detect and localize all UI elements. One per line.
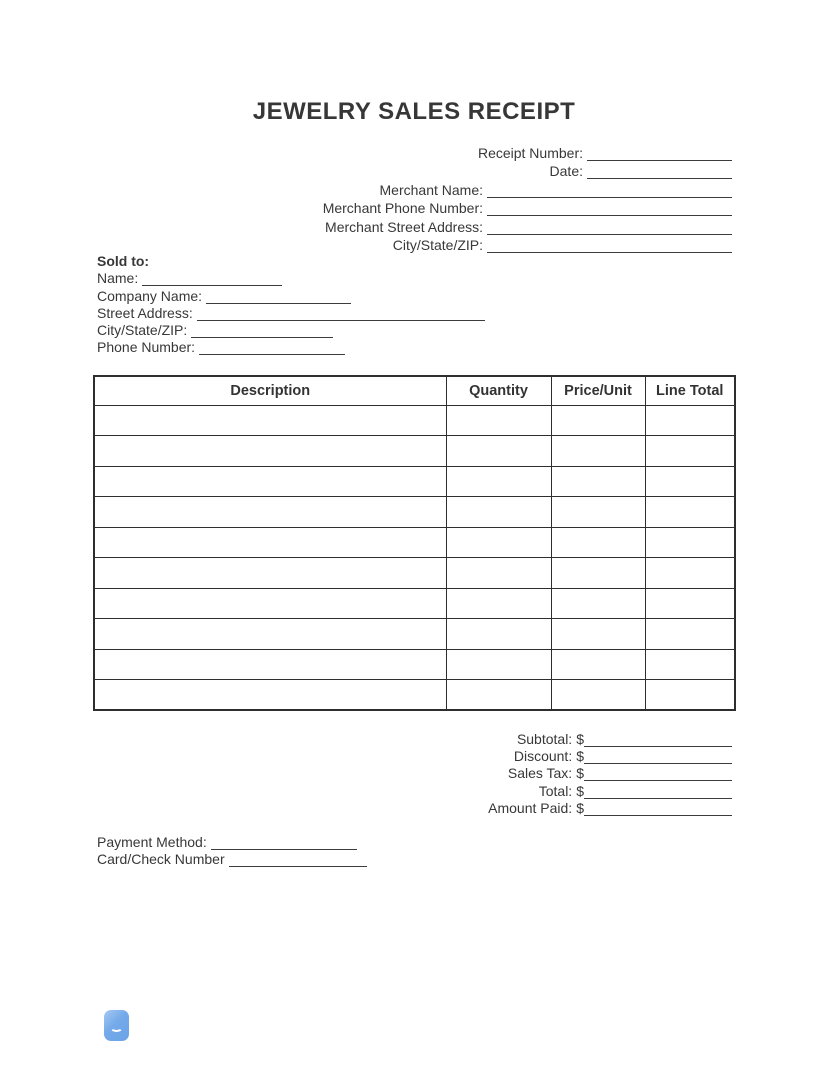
amount-paid-currency: $: [576, 799, 584, 816]
item-cell[interactable]: [551, 466, 645, 497]
merchant-city-state-zip-field: [323, 236, 732, 254]
item-cell[interactable]: [94, 649, 446, 680]
card-check-number-label: Card/Check Number: [97, 851, 225, 868]
item-cell[interactable]: [94, 588, 446, 619]
smile-icon: [110, 1023, 123, 1032]
item-cell[interactable]: [551, 588, 645, 619]
item-cell[interactable]: [94, 466, 446, 497]
item-cell[interactable]: [446, 405, 551, 436]
item-cell[interactable]: [645, 680, 735, 711]
item-row: [94, 680, 735, 711]
sold-to-street-label: Street Address:: [97, 304, 193, 321]
card-check-number-line[interactable]: [229, 852, 367, 867]
merchant-phone-line[interactable]: [487, 201, 732, 216]
discount-field: [488, 748, 732, 765]
sold-to-street-line[interactable]: [197, 306, 485, 321]
item-cell[interactable]: [446, 619, 551, 650]
item-cell[interactable]: [551, 405, 645, 436]
sold-to-name-field: [97, 270, 485, 287]
item-cell[interactable]: [551, 680, 645, 711]
total-field: [488, 783, 732, 800]
sold-to-phone-line[interactable]: [199, 340, 345, 355]
item-cell[interactable]: [645, 588, 735, 619]
items-table: [93, 375, 736, 711]
item-row: [94, 527, 735, 558]
item-cell[interactable]: [94, 558, 446, 589]
sold-to-city-state-zip-line[interactable]: [191, 323, 333, 338]
sales-tax-label: Sales Tax:: [507, 765, 573, 782]
merchant-name-label: Merchant Name:: [379, 181, 483, 198]
total-label: Total:: [538, 782, 573, 799]
merchant-name-line[interactable]: [487, 183, 732, 198]
total-line[interactable]: [584, 784, 732, 799]
sales-tax-field: [488, 765, 732, 782]
item-cell[interactable]: [446, 497, 551, 528]
date-field: [323, 162, 732, 180]
sold-to-company-line[interactable]: [206, 289, 351, 304]
items-column-header: Description: [94, 376, 446, 405]
amount-paid-line[interactable]: [584, 801, 732, 816]
subtotal-field: [488, 731, 732, 748]
date-label: Date:: [549, 163, 583, 180]
sold-to-company-field: [97, 288, 485, 305]
item-cell[interactable]: [446, 588, 551, 619]
sold-to-company-label: Company Name:: [97, 287, 203, 304]
merchant-street-label: Merchant Street Address:: [325, 218, 483, 235]
item-cell[interactable]: [446, 680, 551, 711]
items-column-header: Price/Unit: [551, 376, 645, 405]
merchant-city-state-zip-label: City/State/ZIP:: [392, 237, 483, 254]
sales-tax-currency: $: [576, 765, 584, 782]
subtotal-label: Subtotal:: [516, 731, 573, 747]
sold-to-heading: Sold to:: [97, 253, 150, 269]
sold-to-name-line[interactable]: [142, 271, 282, 286]
items-column-header: Line Total: [645, 376, 735, 405]
payment-method-field: [97, 834, 367, 851]
merchant-city-state-zip-line[interactable]: [487, 238, 732, 253]
item-cell[interactable]: [94, 680, 446, 711]
sold-to-city-state-zip-field: [97, 322, 485, 339]
payment-method-line[interactable]: [211, 835, 357, 850]
item-cell[interactable]: [645, 405, 735, 436]
merchant-street-field: [323, 218, 732, 236]
items-column-header: Quantity: [446, 376, 551, 405]
item-cell[interactable]: [94, 405, 446, 436]
item-cell[interactable]: [645, 497, 735, 528]
item-cell[interactable]: [551, 527, 645, 558]
eforms-smile-logo: [104, 1010, 129, 1041]
amount-paid-label: Amount Paid:: [488, 799, 573, 816]
payment-method-label: Payment Method:: [97, 834, 207, 850]
totals-section: [488, 731, 732, 817]
item-cell[interactable]: [645, 619, 735, 650]
item-cell[interactable]: [446, 466, 551, 497]
merchant-info-section: [323, 144, 732, 254]
discount-currency: $: [576, 748, 584, 765]
item-row: [94, 649, 735, 680]
item-cell[interactable]: [645, 649, 735, 680]
item-cell[interactable]: [551, 436, 645, 467]
receipt-number-line[interactable]: [587, 146, 732, 161]
item-row: [94, 405, 735, 436]
item-cell[interactable]: [645, 558, 735, 589]
item-cell[interactable]: [645, 466, 735, 497]
sold-to-name-label: Name:: [97, 270, 139, 287]
merchant-phone-label: Merchant Phone Number:: [322, 200, 483, 217]
item-cell[interactable]: [645, 527, 735, 558]
payment-section: [97, 834, 367, 869]
date-line[interactable]: [587, 164, 732, 179]
sold-to-phone-label: Phone Number:: [97, 339, 196, 356]
item-cell[interactable]: [94, 497, 446, 528]
item-row: [94, 497, 735, 528]
page-title: JEWELRY SALES RECEIPT: [252, 98, 576, 125]
item-cell[interactable]: [645, 436, 735, 467]
item-cell[interactable]: [551, 649, 645, 680]
item-row: [94, 619, 735, 650]
item-cell[interactable]: [94, 619, 446, 650]
discount-line[interactable]: [584, 749, 732, 764]
subtotal-currency: $: [576, 731, 584, 747]
item-cell[interactable]: [94, 527, 446, 558]
sold-to-city-state-zip-label: City/State/ZIP:: [97, 322, 188, 339]
merchant-phone-field: [323, 199, 732, 217]
sold-to-street-field: [97, 305, 485, 322]
item-cell[interactable]: [551, 558, 645, 589]
amount-paid-field: [488, 800, 732, 817]
item-cell[interactable]: [446, 527, 551, 558]
item-cell[interactable]: [446, 649, 551, 680]
item-cell[interactable]: [446, 558, 551, 589]
item-cell[interactable]: [446, 436, 551, 467]
item-cell[interactable]: [94, 436, 446, 467]
total-currency: $: [576, 782, 584, 799]
subtotal-line[interactable]: [584, 732, 732, 747]
sales-tax-line[interactable]: [584, 766, 732, 781]
card-check-number-field: [97, 851, 367, 868]
item-row: [94, 466, 735, 497]
receipt-number-field: [323, 144, 732, 162]
discount-label: Discount:: [513, 748, 573, 765]
item-cell[interactable]: [551, 619, 645, 650]
merchant-name-field: [323, 181, 732, 199]
item-row: [94, 588, 735, 619]
sold-to-section: [97, 253, 485, 357]
item-row: [94, 558, 735, 589]
items-table-header: [94, 376, 735, 405]
merchant-street-line[interactable]: [487, 220, 732, 235]
sold-to-phone-field: [97, 339, 485, 356]
item-cell[interactable]: [551, 497, 645, 528]
receipt-number-label: Receipt Number:: [477, 145, 583, 161]
item-row: [94, 436, 735, 467]
